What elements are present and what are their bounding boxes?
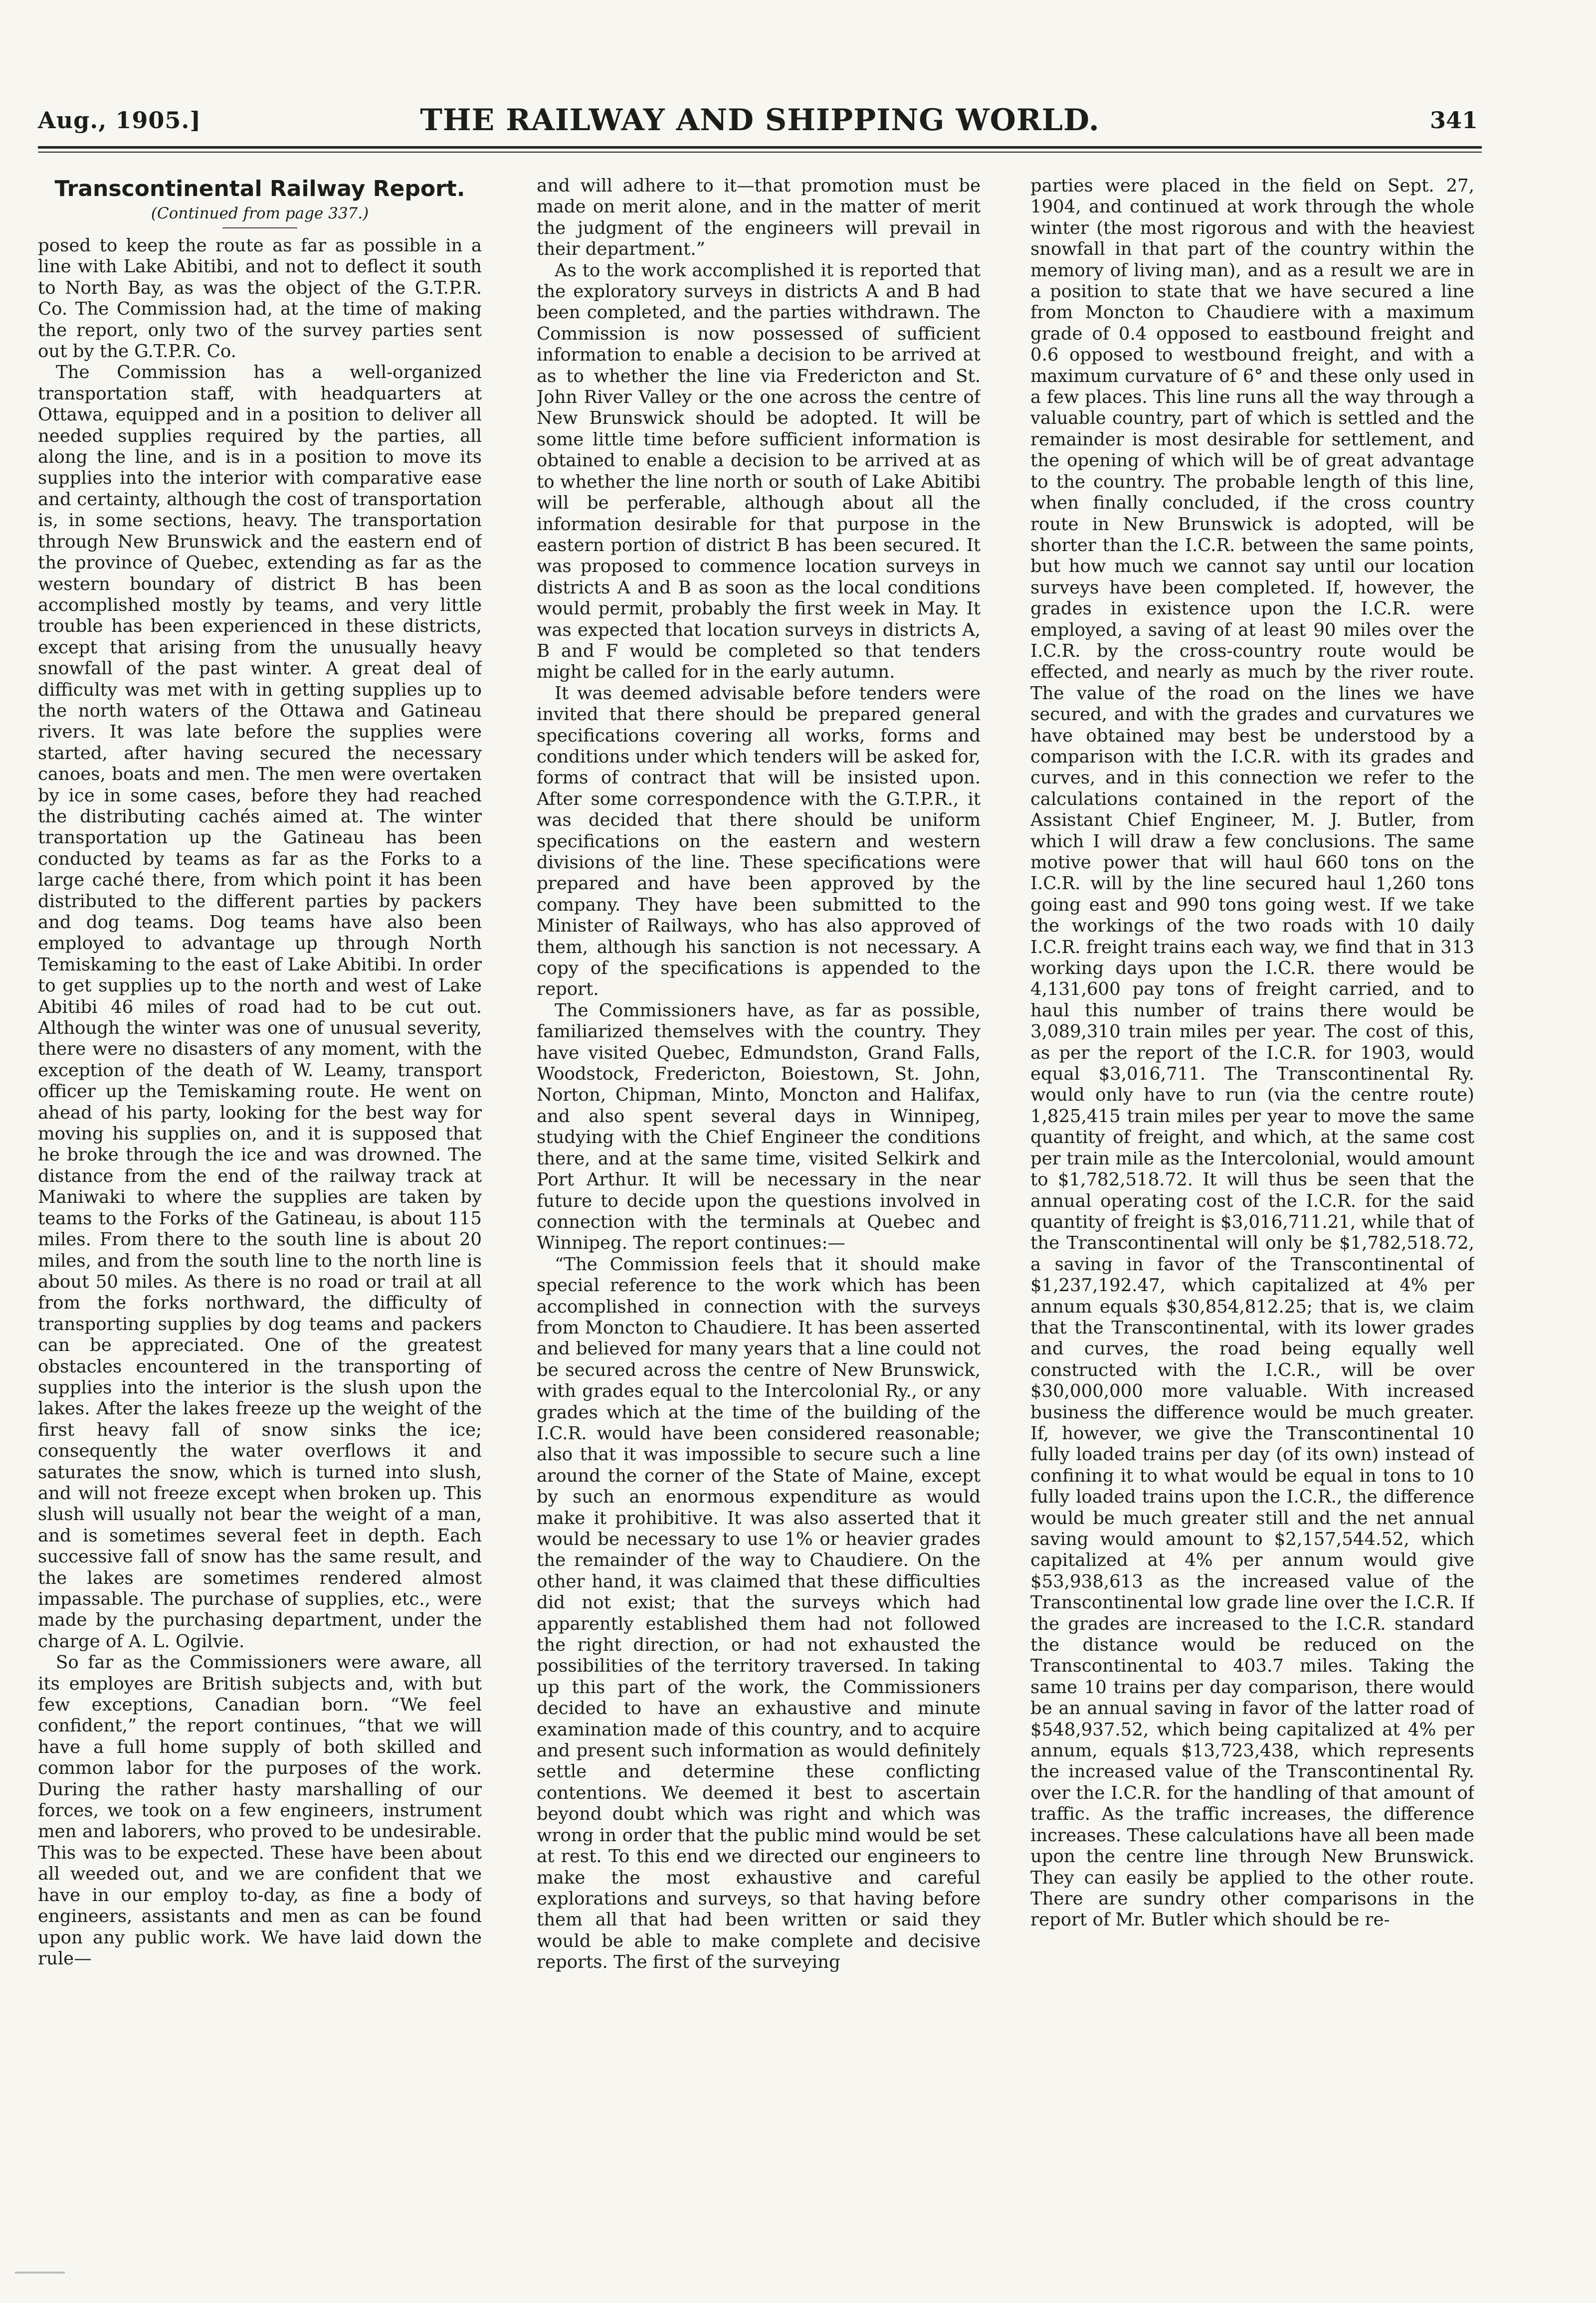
paragraph: As to the work accomplished it is reported that the exploratory surveys in districts A and B had been completed, and the parties withdrawn. The Commission is now possessed of sufficient information to enable a decision to be arrived at as to whether the line via Fredericton and St. John River Valley or the one across the centre of New Brunswick should be adopted. It will be some little time before sufficient information is obtained to enable a decision to be arrived at as to whether the line north or south of Lake Abitibi will be perferable, although about all the information desirable for that purpose in the eastern portion of district B has been secured. It was proposed to commence location surveys in districts A and B as soon as the local conditions would permit, probably the first week in May. It was expected that location surveys in districts A, B and F would be completed so that tenders might be called for in the early autumn.: [537, 260, 981, 683]
page-header: [38, 100, 1482, 148]
text-column-2: [537, 176, 981, 2255]
paragraph: and will adhere to it—that promotion must be made on merit alone, and in the matter of merit the judgment of the engineers will prevail in their department.”: [537, 176, 981, 260]
paragraph: So far as the Commissioners were aware, all its employes are British subjects and, with but few exceptions, Canadian born. “We feel confident,” the report continues, “that we will have a full home supply of both skilled and common labor for the purposes of the work. During the rather hasty marshalling of our forces, we took on a few engineers, instrument men and laborers, who proved to be undesirable. This was to be expected. These have been about all weeded out, and we are confident that we have in our employ to-day, as fine a body of engineers, assistants and men as can be found upon any public work. We have laid down the rule—: [38, 1652, 482, 1969]
publication-title: THE RAILWAY AND SHIPPING WORLD.: [420, 103, 1100, 138]
issue-date: Aug., 1905.]: [38, 107, 201, 134]
page-edge-mark: [15, 2272, 65, 2274]
title-divider: [222, 227, 297, 228]
paragraph: posed to keep the route as far as possible in a line with Lake Abitibi, and not to deflect it south to North Bay, as was the object of the G.T.P.R. Co. The Commission had, at the time of making the report, only two of the survey parties sent out by the G.T.P.R. Co.: [38, 235, 482, 362]
paragraph: The Commissioners have, as far as possible, familiarized themselves with the country. They have visited Quebec, Edmundston, Grand Falls, Woodstock, Fredericton, Boiestown, St. John, Norton, Chipman, Minto, Moncton and Halifax, and also spent several days in Winnipeg, studying with the Chief Engineer the conditions there, and at the same time, visited Selkirk and Port Arthur. It will be necessary in the near future to decide upon the questions involved in connection with the terminals at Quebec and Winnipeg. The report continues:—: [537, 1000, 981, 1254]
paragraph: It was deemed advisable before tenders were invited that there should be prepared general specifications covering all works, forms and conditions under which tenders will be asked for, forms of contract that will be insisted upon. After some correspondence with the G.T.P.R., it was decided that there should be uniform specifications on the eastern and western divisions of the line. These specifications were prepared and have been approved by the company. They have been submitted to the Minister of Railways, who has also approved of them, although his sanction is not necessary. A copy of the specifications is appended to the report.: [537, 683, 981, 1000]
text-column-3: [1030, 176, 1474, 2255]
paragraph: “The Commission feels that it should make special reference to the work which has been accomplished in connection with the surveys from Moncton to Chaudiere. It has been asserted and believed for many years that a line could not be secured across the centre of New Brunswick, with grades equal to the Intercolonial Ry., or any grades which at the time of the building of the I.C.R. would have been considered reasonable; also that it was impossible to secure such a line around the corner of the State of Maine, except by such an enormous expenditure as would make it prohibitive. It was also asserted that it would be necessary to use 1% or heavier grades the remainder of the way to Chaudiere. On the other hand, it was claimed that these difficulties did not exist; that the surveys which had apparently established them had not followed the right direction, or had not exhausted the possibilities of the territory traversed. In taking up this part of the work, the Commissioners decided to have an exhaustive and minute examination made of this country, and to acquire and present such information as would definitely settle and determine these conflicting contentions. We deemed it best to ascertain beyond doubt which was right and which was wrong in order that the public mind would be set at rest. To this end we directed our engineers to make the most exhaustive and careful explorations and surveys, so that having before them all that had been written or said they would be able to make complete and decisive reports. The first of the surveying: [537, 1254, 981, 1973]
paragraph: The Commission has a well-organized transportation staff, with headquarters at Ottawa, equipped and in a position to deliver all needed supplies required by the parties, all along the line, and is in a position to move its supplies into the interior with comparative ease and certainty, although the cost of transportation is, in some sections, heavy. The transportation through New Brunswick and the eastern end of the province of Quebec, extending as far as the western boundary of district B has been accomplished mostly by teams, and very little trouble has been experienced in these districts, except that arising from the unusually heavy snowfall of the past winter. A great deal of difficulty was met with in getting supplies up to the north waters of the Ottawa and Gatineau rivers. It was late before the supplies were started, after having secured the necessary canoes, boats and men. The men were overtaken by ice in some cases, before they had reached the distributing cachés aimed at. The winter transportation up the Gatineau has been conducted by teams as far as the Forks to a large caché there, from which point it has been distributed to the different parties by packers and dog teams. Dog teams have also been employed to advantage up through North Temiskaming to the east of Lake Abitibi. In order to get supplies up to the north and west of Lake Abitibi 46 miles of road had to be cut out. Although the winter was one of unusual severity, there were no disasters of any moment, with the exception of the death of W. Leamy, transport officer up the Temiskaming route. He went on ahead of his party, looking for the best way for moving his supplies on, and it is supposed that he broke through the ice and was drowned. The distance from the end of the railway track at Maniwaki to where the supplies are taken by teams to the Forks of the Gatineau, is about 115 miles. From there to the south line is about 20 miles, and from the south line to the north line is about 50 miles. As there is no road or trail at all from the forks northward, the difficulty of transporting supplies by dog teams and packers can be appreciated. One of the greatest obstacles encountered in the transporting of supplies into the interior is the slush upon the lakes. After the lakes freeze up the weight of the first heavy fall of snow sinks the ice; consequently the water overflows it and saturates the snow, which is turned into slush, and will not freeze except when broken up. This slush will usually not bear the weight of a man, and is sometimes several feet in depth. Each successive fall of snow has the same result, and the lakes are sometimes rendered almost impassable. The purchase of supplies, etc., were made by the purchasing department, under the charge of A. L. Ogilvie.: [38, 362, 482, 1652]
header-rule-thin: [38, 152, 1482, 153]
article-title: Transcontinental Railway Report.: [54, 176, 465, 201]
continued-note: (Continued from page 337.): [151, 204, 369, 222]
header-rule-thick: [38, 146, 1482, 149]
text-column-1: [38, 176, 482, 2255]
page-number: 341: [1429, 107, 1478, 134]
paragraph: parties were placed in the field on Sept. 27, 1904, and continued at work through the whole winter (the most rigorous and with the heaviest snowfall in that part of the country within the memory of living man), and as a result we are in a position to state that we have secured a line from Moncton to Chaudiere with a maximum grade of 0.4 opposed to eastbound freight and 0.6 opposed to westbound freight, and with a maximum curvature of 6° and these only used in a few places. This line runs all the way through a valuable country, part of which is settled and the remainder is most desirable for settlement, and the opening of which will be of great advantage to the country. The probable length of this line, when finally concluded, if the cross country route in New Brunswick is adopted, will be shorter than the I.C.R. between the same points, but how much we cannot say until our location surveys have been completed. If, however, the grades in existence upon the I.C.R. were employed, a saving of at least 90 miles over the I.C.R. by the cross-country route would be effected, and nearly as much by the river route. The value of the road on the lines we have secured, and with the grades and curvatures we have obtained may best be understood by a comparison with the I.C.R. with its grades and curves, and in this connection we refer to the calculations contained in the report of the Assistant Chief Engineer, M. J. Butler, from which I will draw a few conclusions. The same motive power that will haul 660 tons on the I.C.R. will by the line secured haul 1,260 tons going east and 990 tons going west. If we take the workings of the two roads with 10 daily I.C.R. freight trains each way, we find that in 313 working days upon the I.C.R. there would be 4,131,600 pay tons of freight carried, and to haul this number of trains there would be 3,089,310 train miles per year. The cost of this, as per the report of the I.C.R. for 1903, would equal $3,016,711. The Transcontinental Ry. would only have to run (via the centre route) 1,825,415 train miles per year to move the same quantity of freight, and which, at the same cost per train mile as the Intercolonial, would amount to $1,782,518.72. It will thus be seen that the annual operating cost of the I.C.R. for the said quantity of freight is $3,016,711.21, while that of the Transcontinental will only be $1,782,518.72, a saving in favor of the Transcontinental of $1,237,192.47, which capitalized at 4% per annum equals $30,854,812.25; that is, we claim that the Transcontinental, with its lower grades and curves, the road being equally well constructed with the I.C.R., will be over $30,000,000 more valuable. With increased business the difference would be much greater. If, however, we give the Transcontinental 10 fully loaded trains per day (of its own) instead of confining it to what would be equal in tons to 10 fully loaded trains upon the I.C.R., the difference would be much greater still and the net annual saving would amount to $2,157,544.52, which capitalized at 4% per annum would give $53,938,613 as the increased value of the Transcontinental low grade line over the I.C.R. If the grades are increased to the I.C.R. standard the distance would be reduced on the Transcontinental to 403.7 miles. Taking the same 10 trains per day comparison, there would be an annual saving in favor of the latter road of $548,937.52, which being capitalized at 4% per annum, equals $13,723,438, which represents the increased value of the Transcontinental Ry. over the I.C.R. for the handling of that amount of traffic. As the traffic increases, the difference increases. These calculations have all been made upon the centre line through New Brunswick. They can easily be applied to the other route. There are sundry other comparisons in the report of Mr. Butler which should be re-: [1030, 176, 1474, 1930]
